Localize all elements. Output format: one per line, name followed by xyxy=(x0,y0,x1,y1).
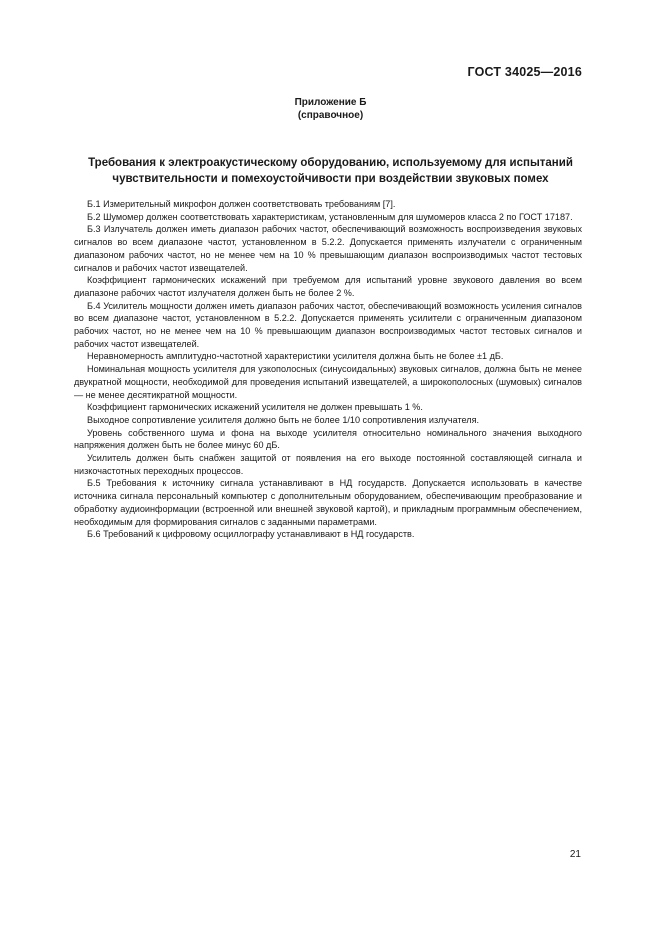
paragraph-b4-frequency-response: Неравномерность амплитудно-частотной характеристики усилителя должна быть не более ±1 дБ. xyxy=(87,351,504,362)
annex-heading-line: Требования к электроакустическому оборудованию, используемому для испытаний xyxy=(88,157,573,169)
page-number: 21 xyxy=(569,849,581,860)
standard-designation: ГОСТ 34025—2016 xyxy=(467,65,582,79)
paragraph-b3-distortion: Коэффициент гармонических искажений при требуемом для испытаний уровне звукового давления во всем диапазоне рабочих частот излучателя должен быть не более 2 %. xyxy=(74,275,582,298)
paragraph-b4-distortion: Коэффициент гармонических искажений усилителя не должен превышать 1 %. xyxy=(87,402,423,413)
paragraph-b4-rated-power: Номинальная мощность усилителя для узкополосных (синусоидальных) звуковых сигналов, должна быть не менее двукратной мощности, необходимой для проведения испытаний извещателей, а широкополосных (шумовых) сигналов — не менее десятикратной мощности. xyxy=(74,364,582,400)
annex-note: (справочное) xyxy=(297,110,364,121)
paragraph-b6: Б.6 Требований к цифровому осциллографу устанавливают в НД государств. xyxy=(87,529,415,540)
paragraph-b3: Б.3 Излучатель должен иметь диапазон рабочих частот, обеспечивающий возможность воспроизведения звуковых сигналов во всем диапазоне частот, установленном в 5.2.2. Допускается применять излучатели с ограниченным диапазоном рабочих частот, но не менее чем на 10 % превышающим диапазон воспроизводимых частот тестовых сигналов и рабочих частот извещателей. xyxy=(74,224,582,273)
paragraph-b4-protection: Усилитель должен быть снабжен защитой от появления на его выходе постоянной составляющей сигнала и низкочастотных переходных процессов. xyxy=(74,453,582,476)
annex-heading xyxy=(60,155,601,187)
paragraph-b2: Б.2 Шумомер должен соответствовать характеристикам, установленным для шумомеров класса 2 по ГОСТ 17187. xyxy=(87,211,573,222)
paragraph-b5: Б.5 Требования к источнику сигнала устанавливают в НД государств. Допускается использовать в качестве источника сигнала персональный компьютер с дополнительным оборудованием, обеспечивающим преобразование и обработку аудиоинформации (встроенной или внешней звуковой картой), и прикладным программным обеспечением, необходимым для формирования сигналов с заданными параметрами. xyxy=(74,478,582,527)
annex-body xyxy=(74,198,582,541)
annex-title: Приложение Б xyxy=(294,97,367,108)
paragraph-b1: Б.1 Измерительный микрофон должен соответствовать требованиям [7]. xyxy=(87,199,396,209)
paragraph-b4-noise-level: Уровень собственного шума и фона на выходе усилителя относительно номинального значения выходного напряжения должен быть не более минус 60 дБ. xyxy=(74,427,582,451)
annex-heading-line: чувствительности и помехоустойчивости при воздействии звуковых помех xyxy=(112,173,549,185)
paragraph-b4-output-impedance: Выходное сопротивление усилителя должно быть не более 1/10 сопротивления излучателя. xyxy=(87,414,480,425)
paragraph-b4: Б.4 Усилитель мощности должен иметь диапазон рабочих частот, обеспечивающий возможность усиления сигналов во всем диапазоне частот, установленном в 5.2.2. Допускается применять усилители с ограниченным диапазоном рабочих частот, но не менее чем на 10 % превышающим диапазон воспроизводимых частот тестовых сигналов и рабочих частот извещателей. xyxy=(74,300,582,349)
